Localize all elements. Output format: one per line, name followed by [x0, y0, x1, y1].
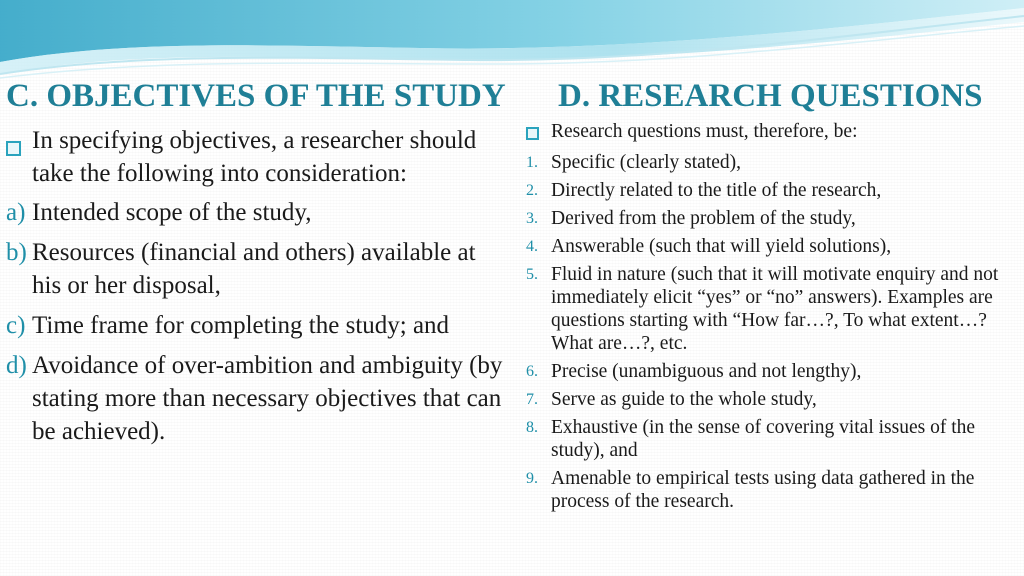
question-text: Fluid in nature (such that it will motivate enquiry and not immediately elicit “yes” or “no” answers). Examples are questions starting with “How far…?, To what extent…? What are…?, etc.	[551, 264, 999, 354]
research-question-item	[526, 467, 1016, 513]
question-text: Precise (unambiguous and not lengthy),	[551, 361, 862, 382]
research-question-item	[526, 263, 1016, 355]
objective-text: Time frame for completing the study; and	[32, 312, 450, 339]
objective-item	[6, 349, 506, 448]
question-number: 5.	[526, 266, 538, 283]
research-questions-heading: D. RESEARCH QUESTIONS	[558, 78, 983, 114]
research-question-item	[526, 388, 1016, 411]
research-question-item	[526, 416, 1016, 462]
research-question-item	[526, 235, 1016, 258]
objective-text: Avoidance of over-ambition and ambiguity (by stating more than necessary objectives that can be achieved).	[32, 352, 503, 445]
question-text: Amenable to empirical tests using data gathered in the process of the research.	[551, 468, 975, 512]
question-number: 4.	[526, 238, 538, 255]
objective-marker: d)	[6, 352, 27, 379]
objectives-intro-text: In specifying objectives, a researcher should take the following into consideration:	[32, 127, 477, 187]
question-text: Derived from the problem of the study,	[551, 208, 856, 229]
question-number: 7.	[526, 391, 538, 408]
research-question-item	[526, 360, 1016, 383]
objective-item	[6, 196, 506, 229]
question-text: Directly related to the title of the research,	[551, 180, 882, 201]
question-text: Answerable (such that will yield solutions),	[551, 236, 892, 257]
hollow-square-bullet-icon	[526, 120, 551, 147]
objective-text: Resources (financial and others) available at his or her disposal,	[32, 239, 476, 299]
question-number: 6.	[526, 363, 538, 380]
research-questions-intro-text: Research questions must, therefore, be:	[551, 121, 858, 142]
question-number: 3.	[526, 210, 538, 227]
hollow-square-bullet-icon	[6, 124, 32, 165]
objective-marker: c)	[6, 312, 26, 339]
question-number: 2.	[526, 182, 538, 199]
question-number: 9.	[526, 470, 538, 487]
blue-wave-banner	[0, 0, 1024, 80]
question-text: Specific (clearly stated),	[551, 152, 742, 173]
research-questions-list	[526, 120, 1016, 518]
question-number: 1.	[526, 154, 538, 171]
question-number: 8.	[526, 419, 538, 436]
objective-item	[6, 309, 506, 342]
objective-item	[6, 236, 506, 302]
objective-marker: b)	[6, 239, 27, 266]
objectives-heading: C. OBJECTIVES OF THE STUDY	[6, 78, 506, 114]
question-text: Exhaustive (in the sense of covering vital issues of the study), and	[551, 417, 976, 461]
objectives-list	[6, 124, 506, 455]
objectives-intro	[6, 124, 506, 190]
question-text: Serve as guide to the whole study,	[551, 389, 817, 410]
objective-text: Intended scope of the study,	[32, 199, 312, 226]
research-questions-intro	[526, 120, 1016, 147]
research-question-item	[526, 151, 1016, 174]
objective-marker: a)	[6, 199, 26, 226]
research-question-item	[526, 207, 1016, 230]
research-question-item	[526, 179, 1016, 202]
